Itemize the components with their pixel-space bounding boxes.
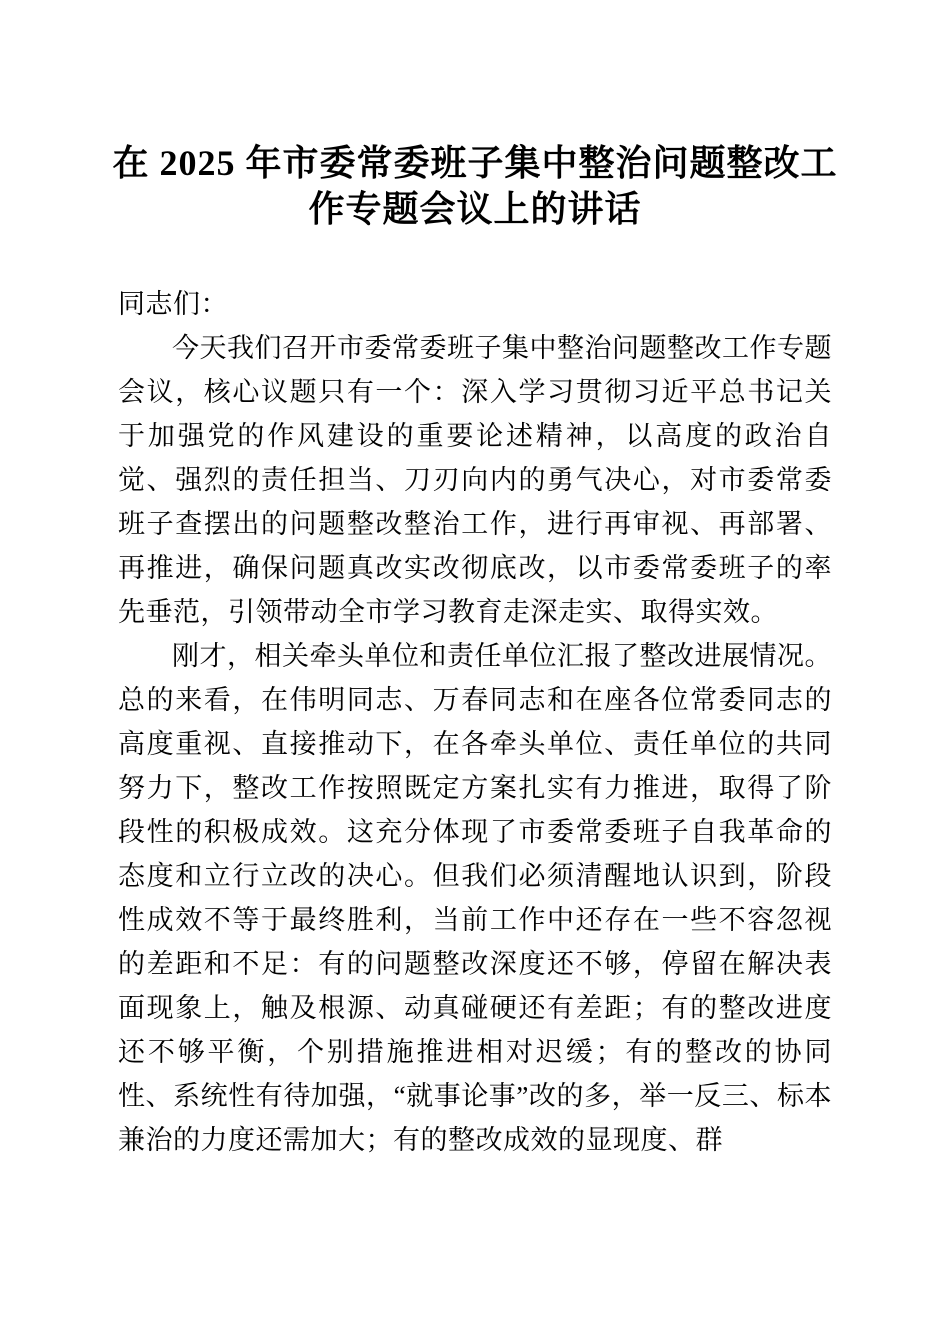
document-title — [110, 140, 840, 232]
document-body — [118, 282, 832, 1162]
salutation-paragraph: 同志们： — [118, 289, 228, 319]
body-paragraph-1: 今天我们召开市委常委班子集中整治问题整改工作专题会议，核心议题只有一个：深入学习贯彻习近平总书记关于加强党的作风建设的重要论述精神，以高度的政治自觉、强烈的责任担当、刀刃向内的勇气决心，对市委常委班子查摆出的问题整改整治工作，进行再审视、再部署、再推进，确保问题真改实改彻底改，以市委常委班子的率先垂范，引领带动全市学习教育走深走实、取得实效。 — [118, 333, 832, 627]
document-title-line-2: 作专题会议上的讲话 — [308, 189, 642, 229]
document-title-line-1: 在 2025 年市委常委班子集中整治问题整改工 — [112, 143, 838, 183]
body-paragraph-2: 刚才，相关牵头单位和责任单位汇报了整改进展情况。总的来看，在伟明同志、万春同志和在座各位常委同志的高度重视、直接推动下，在各牵头单位、责任单位的共同努力下，整改工作按照既定方案扎实有力推进，取得了阶段性的积极成效。这充分体现了市委常委班子自我革命的态度和立行立改的决心。但我们必须清醒地认识到，阶段性成效不等于最终胜利，当前工作中还存在一些不容忽视的差距和不足：有的问题整改深度还不够，停留在解决表面现象上，触及根源、动真碰硬还有差距；有的整改进度还不够平衡，个别措施推进相对迟缓；有的整改的协同性、系统性有待加强，“就事论事”改的多，举一反三、标本兼治的力度还需加大；有的整改成效的显现度、群 — [118, 641, 832, 1155]
